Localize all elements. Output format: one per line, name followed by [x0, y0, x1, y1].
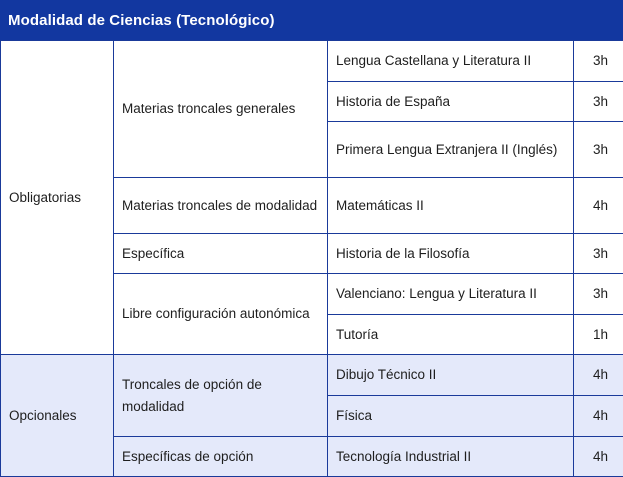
subject-name: Primera Lengua Extranjera II (Inglés)	[328, 122, 574, 178]
subject-name: Dibujo Técnico II	[328, 355, 574, 396]
subject-name: Valenciano: Lengua y Literatura II	[328, 274, 574, 315]
group-opcionales: Opcionales	[1, 355, 114, 477]
subject-name: Matemáticas II	[328, 178, 574, 234]
subject-hours: 3h	[574, 274, 623, 315]
subject-name: Lengua Castellana y Literatura II	[328, 41, 574, 82]
category-troncales-generales: Materias troncales generales	[114, 41, 328, 178]
subject-hours: 4h	[574, 355, 623, 396]
table-title: Modalidad de Ciencias (Tecnológico)	[0, 0, 623, 41]
table-row	[1, 41, 623, 82]
subject-hours: 4h	[574, 437, 623, 477]
subject-hours: 4h	[574, 178, 623, 234]
curriculum-table	[0, 40, 623, 477]
subject-hours: 3h	[574, 82, 623, 122]
category-troncales-opcion: Troncales de opción de modalidad	[114, 355, 328, 437]
subject-hours: 3h	[574, 41, 623, 82]
subject-hours: 1h	[574, 315, 623, 355]
subject-name: Tutoría	[328, 315, 574, 355]
group-obligatorias: Obligatorias	[1, 41, 114, 355]
category-troncales-modalidad: Materias troncales de modalidad	[114, 178, 328, 234]
subject-name: Tecnología Industrial II	[328, 437, 574, 477]
category-especificas-opcion: Específicas de opción	[114, 437, 328, 477]
subject-hours: 3h	[574, 234, 623, 274]
subject-hours: 4h	[574, 396, 623, 437]
table-row	[1, 355, 623, 396]
subject-name: Física	[328, 396, 574, 437]
category-especifica: Específica	[114, 234, 328, 274]
subject-name: Historia de la Filosofía	[328, 234, 574, 274]
category-libre-configuracion: Libre configuración autonómica	[114, 274, 328, 355]
subject-hours: 3h	[574, 122, 623, 178]
subject-name: Historia de España	[328, 82, 574, 122]
